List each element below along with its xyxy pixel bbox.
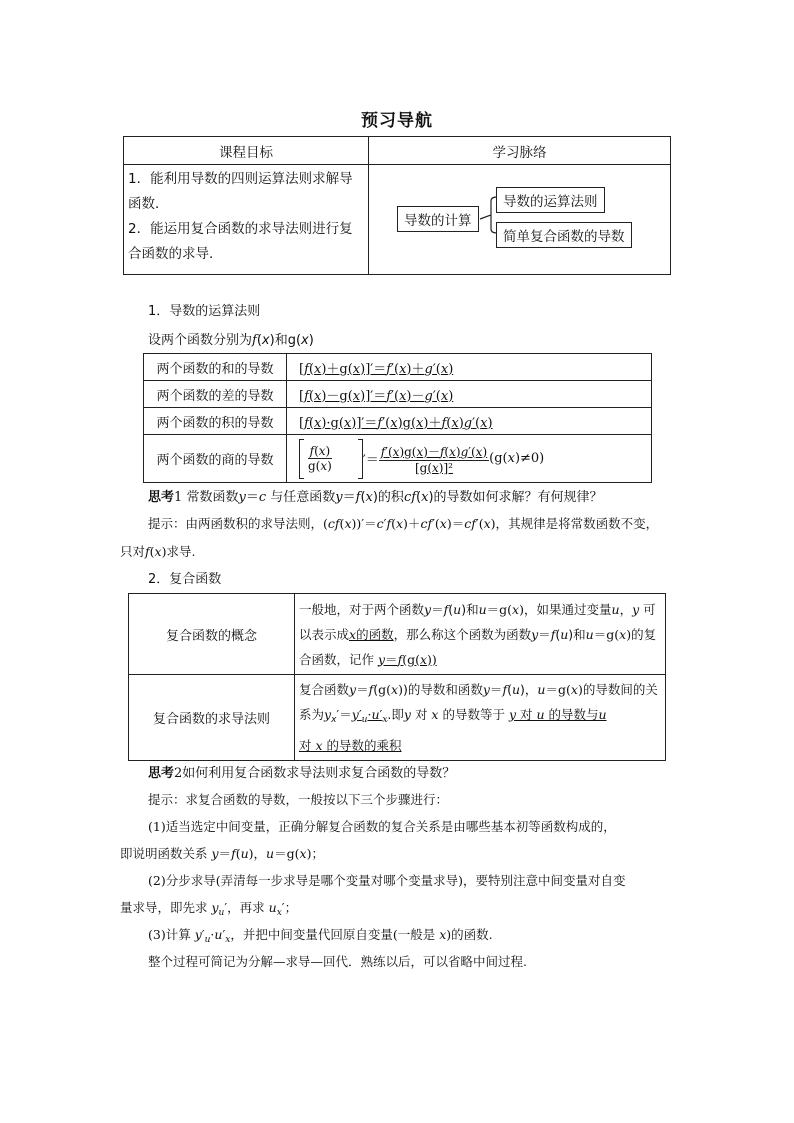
think1-answer-line2: 只对f(x)求导. (120, 544, 196, 559)
think2-step3: (3)计算 $y'_u\cdot u'_x$，并把中间变量代回原自变量(一般是 x)的函数. (148, 927, 493, 945)
composite-table (128, 593, 666, 761)
think1-question: 思考1 常数函数y＝c 与任意函数y＝f(x)的积cf(x)的导数如何求解？有何规律？ (148, 490, 603, 505)
section1-heading: 1．导数的运算法则 (148, 304, 261, 319)
rules-table (143, 353, 652, 483)
rule-formula: [f(x)＋g(x)]′＝f′(x)＋g′(x) (287, 354, 652, 381)
flow-branch-composite: 简单复合函数的导数 (496, 222, 632, 248)
composite-concept-row (129, 594, 666, 675)
rule-name: 复合函数的求导法则 (129, 675, 295, 761)
rule-row-diff (144, 381, 652, 408)
concept-text: 一般地，对于两个函数y＝f(u)和u＝g(x)，如果通过变量u，y 可以表示成x的函数，那么称这个函数为函数y＝f(u)和u＝g(x)的复合函数，记作 y＝f(g(x)) (295, 594, 666, 675)
think2-summary: 整个过程可简记为分解—求导—回代．熟练以后，可以省略中间过程. (148, 954, 527, 969)
rule-row-product (144, 408, 652, 435)
rule-text: 复合函数y＝f(g(x))的导数和函数y＝f(u)，u＝g(x)的导数间的关系为$y_x'=y'_u\cdot u'_x$.即y 对 x 的导数等于 y 对 u 的导数与u 对 x 的导数的乘积 (295, 675, 666, 761)
nav-table (123, 136, 671, 275)
think2-step1a: (1)适当选定中间变量，正确分解复合函数的复合关系是由哪些基本初等函数构成的， (148, 819, 616, 834)
nav-flow-cell (369, 165, 671, 275)
rule-row-quotient (144, 435, 652, 483)
page-title: 预习导航 (361, 111, 433, 131)
rule-formula: f(x) g(x) ′＝ f′(x)g(x)－f(x)g′(x) [g(x)]² (g(x)≠0) (287, 435, 652, 483)
think2-question: 思考2如何利用复合函数求导法则求复合函数的导数？ (148, 766, 456, 781)
goal-item-2: 2．能运用复合函数的求导法则进行复合函数的求导. (128, 221, 353, 262)
section1-intro: 设两个函数分别为f(x)和g(x) (148, 333, 314, 348)
think2-step1b: 即说明函数关系 y＝f(u)，u＝g(x)； (120, 846, 324, 861)
rule-name: 两个函数的积的导数 (144, 408, 287, 435)
section2-heading: 2．复合函数 (148, 572, 222, 587)
flow-root-box: 导数的计算 (397, 206, 479, 232)
nav-header-goals: 课程目标 (124, 137, 369, 165)
goal-item-1: 1．能利用导数的四则运算法则求解导函数． (128, 171, 353, 212)
think2-step2a: (2)分步求导(弄清每一步求导是哪个变量对哪个变量求导)，要特别注意中间变量对自变 (148, 873, 626, 888)
think2-step2b: 量求导，即先求 $y_u'$，再求 $u_x'$； (120, 900, 298, 918)
concept-name: 复合函数的概念 (129, 594, 295, 675)
rule-name: 两个函数的商的导数 (144, 435, 287, 483)
rule-formula: [f(x)·g(x)]′＝f′(x)g(x)＋f(x)g′(x) (287, 408, 652, 435)
nav-goals-cell (124, 165, 369, 275)
rule-formula: [f(x)－g(x)]′＝f′(x)－g′(x) (287, 381, 652, 408)
rule-row-sum (144, 354, 652, 381)
nav-header-flow: 学习脉络 (369, 137, 671, 165)
rule-name: 两个函数的和的导数 (144, 354, 287, 381)
composite-rule-row (129, 675, 666, 761)
think2-hint: 提示：求复合函数的导数，一般按以下三个步骤进行： (148, 792, 449, 807)
think1-answer: 提示：由两函数积的求导法则，(cf(x))′＝c′f(x)＋cf′(x)＝cf′(x)，其规律是将常数函数不变， (148, 516, 659, 531)
rule-name: 两个函数的差的导数 (144, 381, 287, 408)
flow-branch-rules: 导数的运算法则 (496, 187, 605, 213)
